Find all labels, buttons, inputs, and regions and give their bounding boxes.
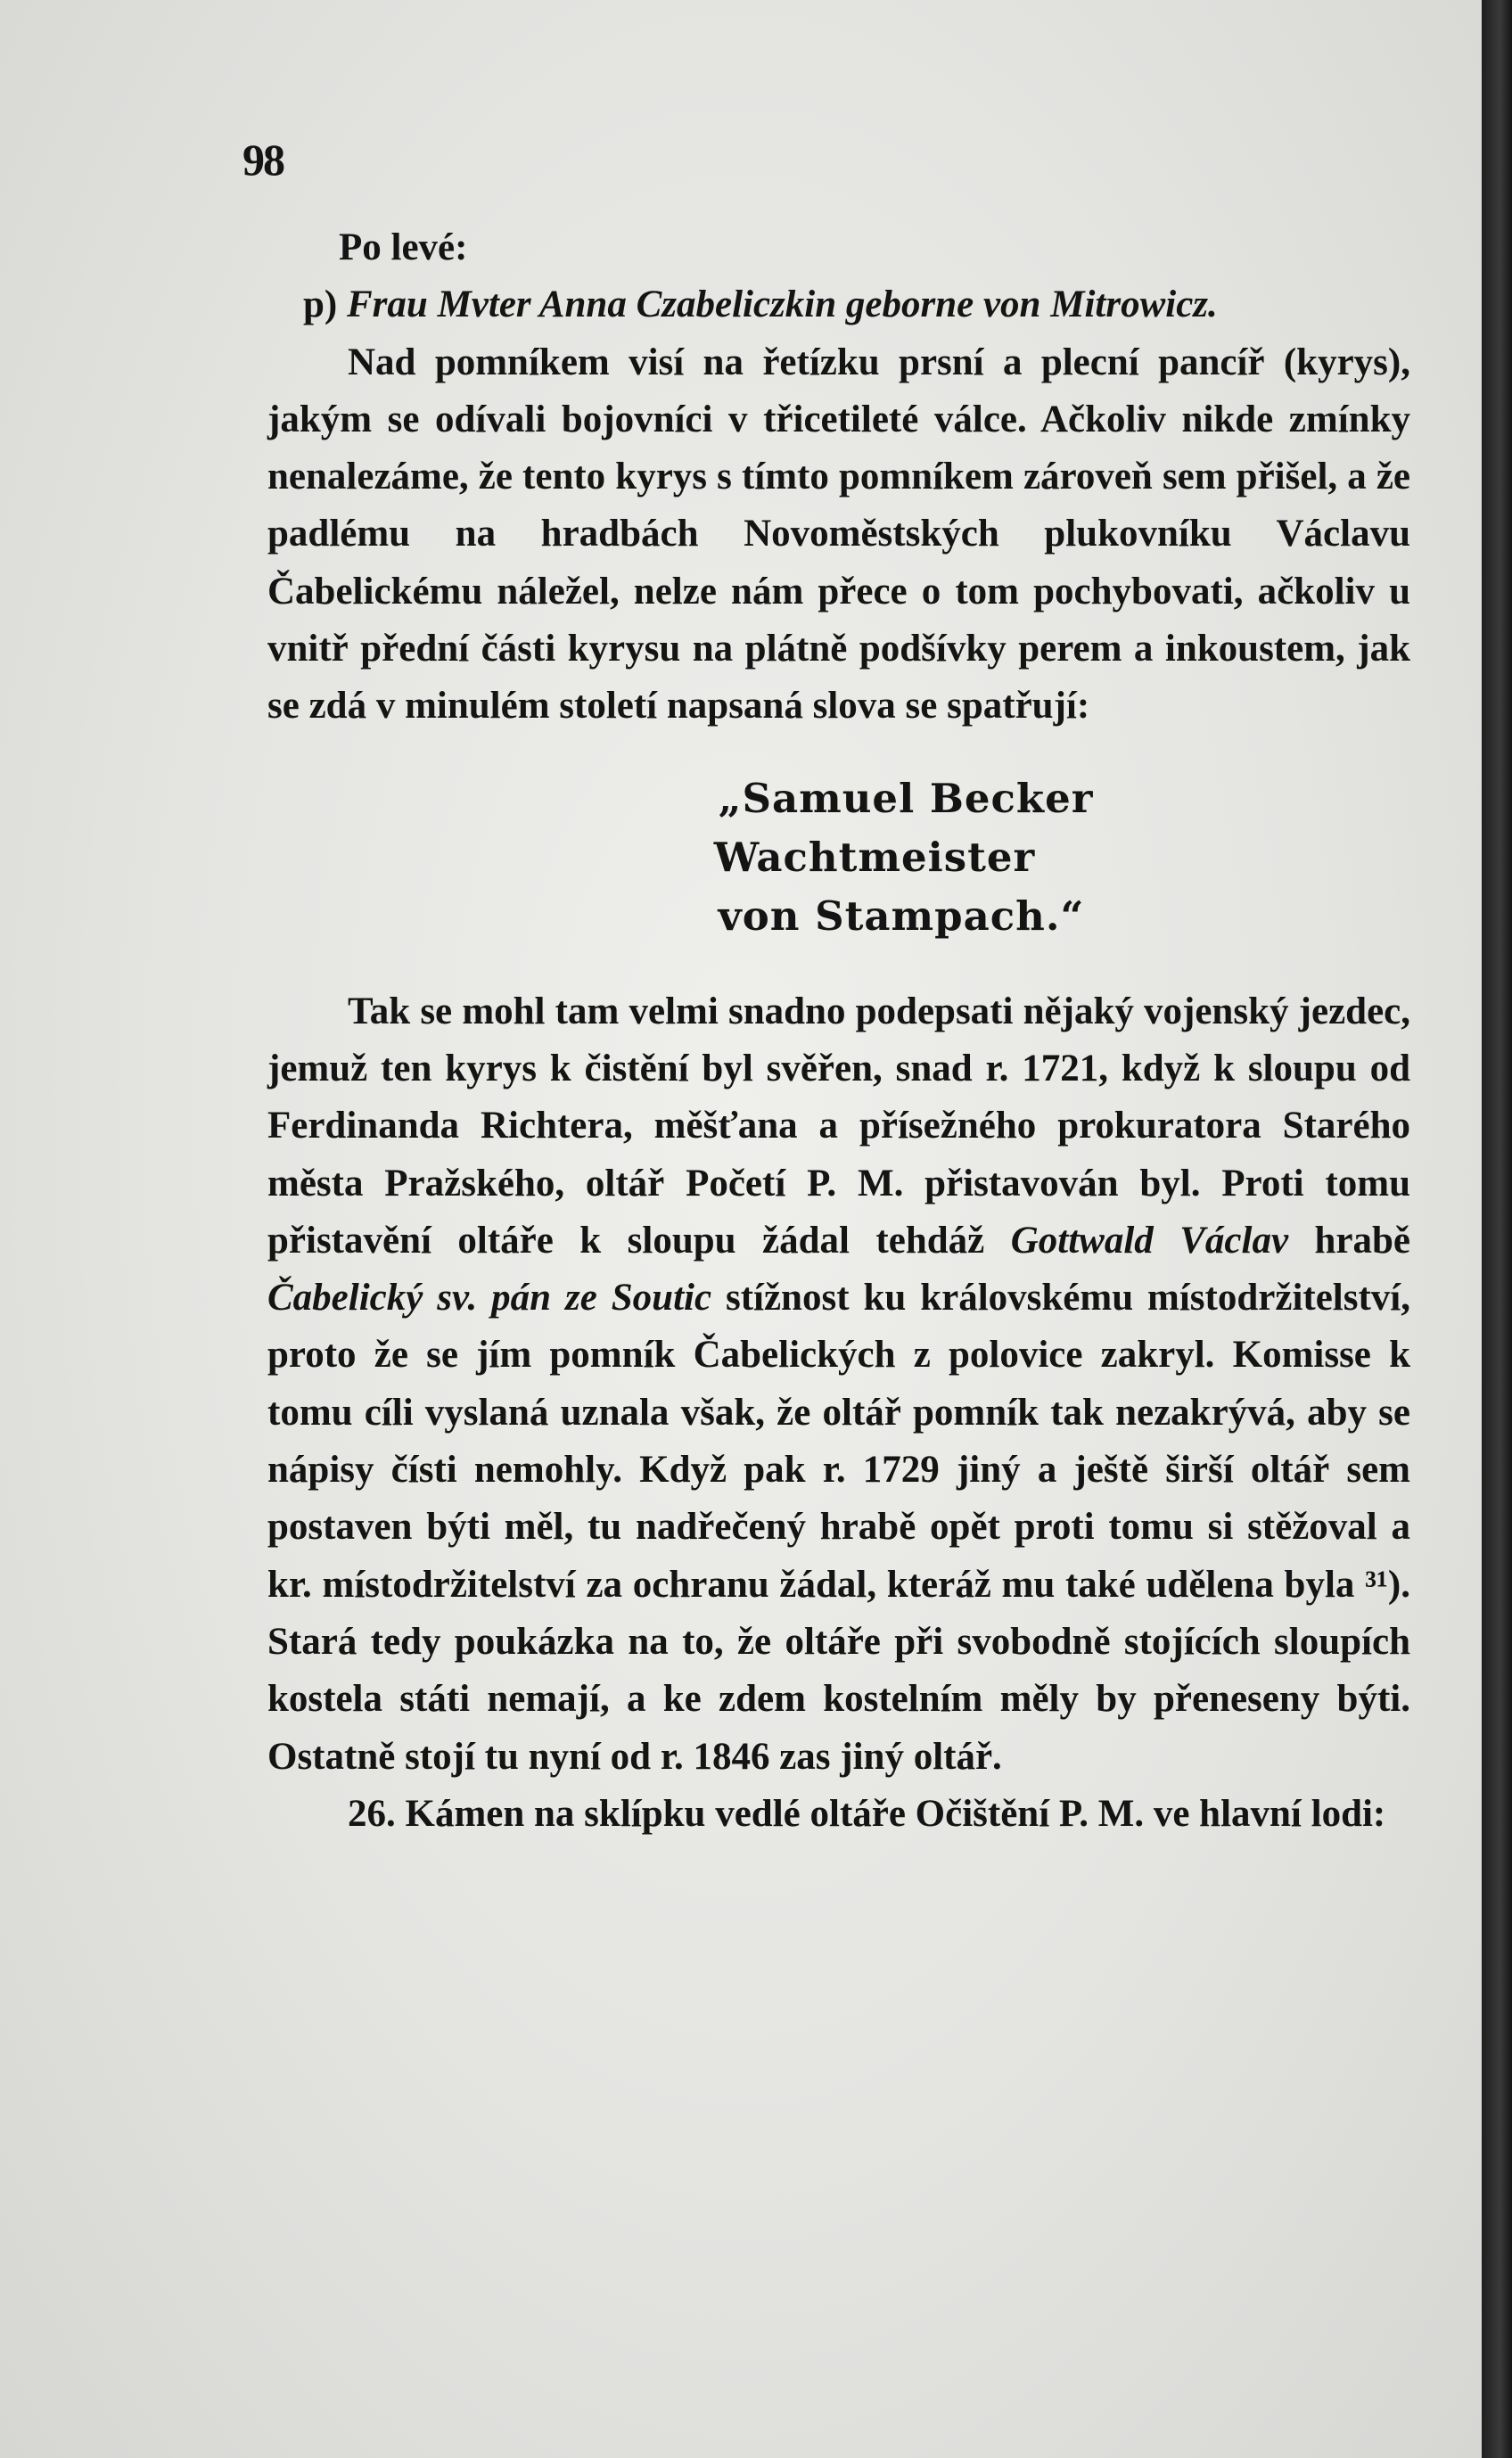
- paragraph: 26. Kámen na sklípku vedlé oltáře Očištění P. M. ve hlavní lodi:: [348, 1792, 1386, 1835]
- person-title: Čabelický sv. pán ze Soutic: [267, 1277, 712, 1319]
- list-marker: p): [303, 284, 338, 326]
- list-item-p: [267, 276, 1410, 333]
- paragraph-text: hrabě: [1288, 1219, 1410, 1262]
- page-number: 98: [242, 135, 284, 185]
- person-name: Gottwald Václav: [1010, 1219, 1289, 1262]
- inscription-line: Wachtmeister: [713, 833, 1036, 881]
- section-label: Po levé:: [339, 226, 468, 268]
- paragraph: [267, 983, 1410, 1786]
- paragraph-text: Tak se mohl tam velmi snadno podepsati nějaký vojenský jezdec, jemuž ten kyrys k čistění byl svěřen, snad r. 1721, když k sloupu od Ferdinanda Richtera, měšťana a přísežného prokuratora Starého města Pražského, oltář Početí P. M. přistavován byl. Proti tomu přistavění oltáře k sloupu žádal tehdáž: [267, 990, 1410, 1262]
- page-body: [267, 219, 1410, 1843]
- inscription-line: von Stampach.“: [718, 892, 1085, 940]
- paragraph: Nad pomníkem visí na řetízku prsní a plecní pancíř (kyrys), jakým se odívali bojovníci v třicetileté válce. Ačkoliv nikde zmínky nenalezáme, že tento kyrys s tímto pomníkem zároveň sem přišel, a že padlému na hradbách Novoměstských plukovníku Václavu Čabelickému náležel, nelze nám přece o tom pochybovati, ačkoliv u vnitř přední části kyrysu na plátně podšívky perem a inkoustem, jak se zdá v minulém století napsaná slova se spatřují:: [267, 341, 1410, 728]
- list-item-name: Frau Mvter Anna Czabeliczkin geborne von Mitrowicz.: [346, 284, 1218, 326]
- book-edge: [1482, 0, 1512, 2458]
- paragraph-text: stížnost ku královskému místodržitelství, proto že se jím pomník Čabelických z polovice zakryl. Komisse k tomu cíli vyslaná uznala však, že oltář pomník tak nezakrývá, aby se nápisy čísti nemohly. Když pak r. 1729 jiný a ještě širší oltář sem postaven býti měl, tu nadřečený hrabě opět proti tomu si stěžoval a kr. místodržitelství za ochranu žádal, kteráž mu také udělena byla ³¹). Stará tedy poukázka na to, že oltáře při svobodně stojících sloupích kostela státi nemají, a ke zdem kostelním měly by přeneseny býti. Ostatně stojí tu nyní od r. 1846 zas jiný oltář.: [267, 1277, 1410, 1778]
- inscription-line: „Samuel Becker: [718, 774, 1094, 822]
